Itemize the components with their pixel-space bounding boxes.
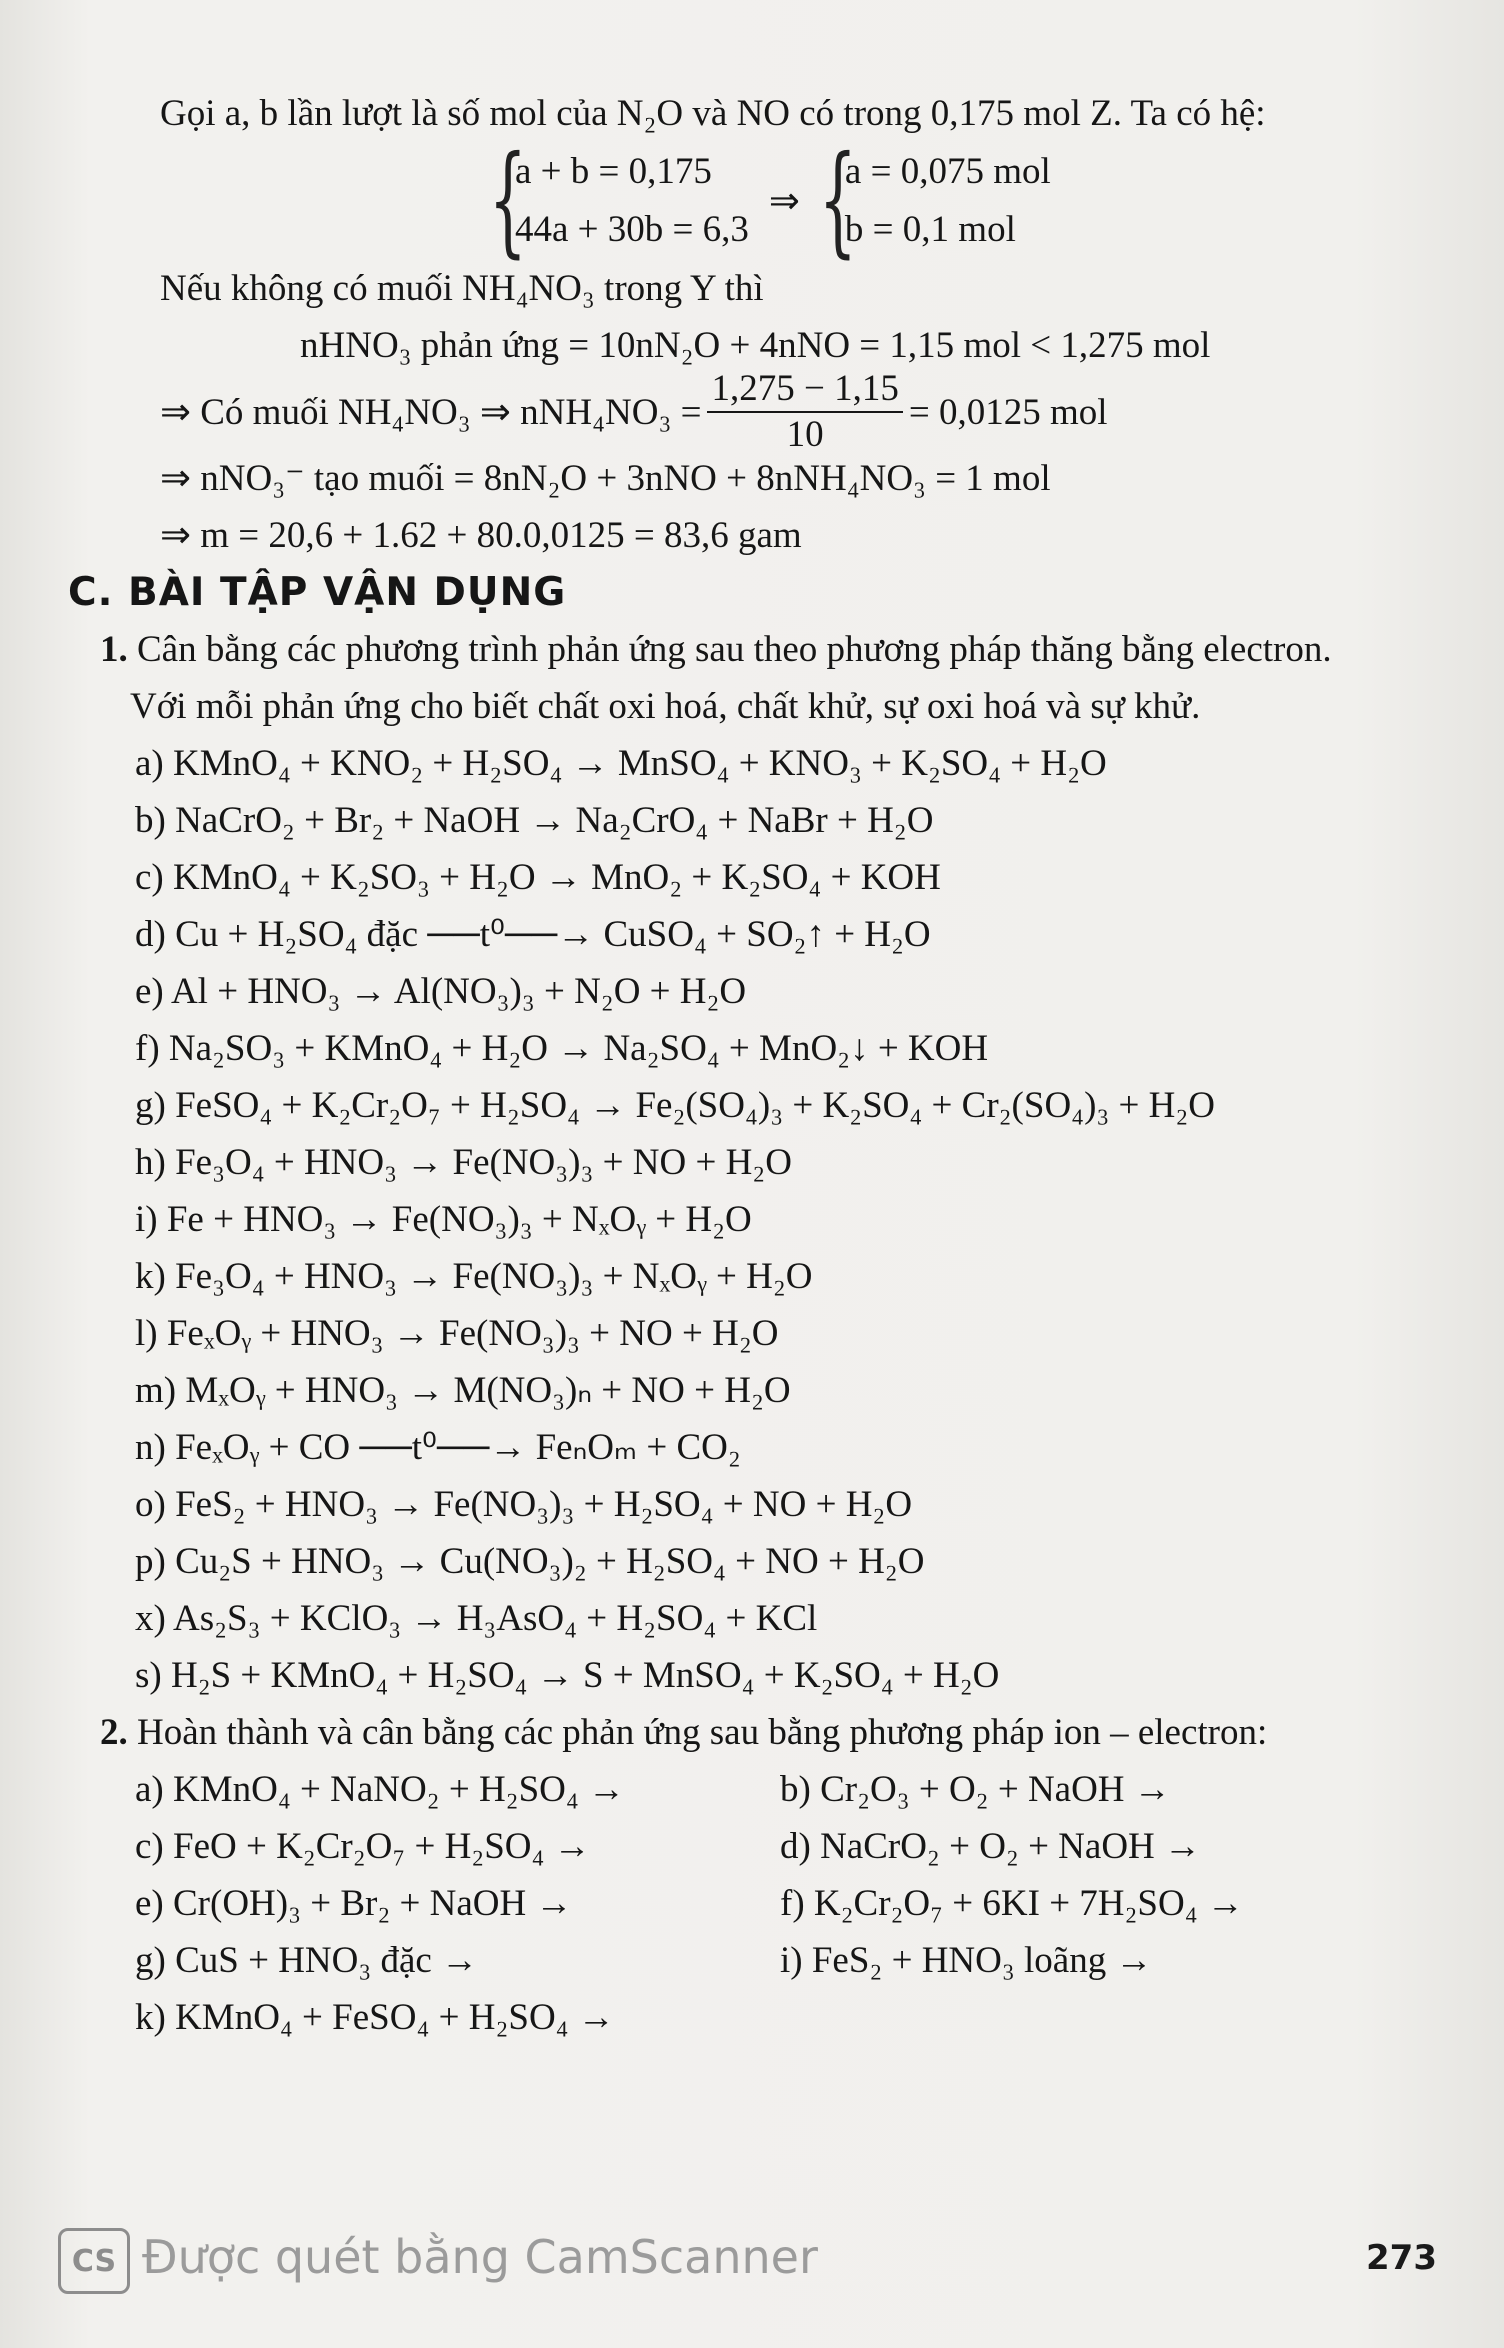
q1-text-1: Cân bằng các phương trình phản ứng sau theo phương pháp thăng bằng electron. xyxy=(137,629,1332,670)
q1-item-b: b) NaCrO₂ + Br₂ + NaOH → Na₂CrO₄ + NaBr + H₂O xyxy=(135,800,934,841)
q2-number: 2. xyxy=(100,1712,128,1753)
line-hno3: nHNO₃ phản ứng = 10nN₂O + 4nNO = 1,15 mol < 1,275 mol xyxy=(300,325,1211,366)
q2-row-2 xyxy=(100,1818,1440,1875)
camscanner-logo: CS xyxy=(58,2228,130,2294)
fraction-numerator: 1,275 − 1,15 xyxy=(707,367,902,413)
right-brace: { xyxy=(818,131,857,270)
q1-number: 1. xyxy=(100,629,128,670)
q2-item-c: c) FeO + K₂Cr₂O₇ + H₂SO₄ → xyxy=(135,1826,591,1867)
system-left-eq2: 44a + 30b = 6,3 xyxy=(515,209,749,250)
q1-item-k: k) Fe₃O₄ + HNO₃ → Fe(NO₃)₃ + NₓOᵧ + H₂O xyxy=(135,1256,813,1297)
q2-row-5 xyxy=(100,1989,1440,2046)
q1-item-s: s) H₂S + KMnO₄ + H₂SO₄ → S + MnSO₄ + K₂SO₄ + H₂O xyxy=(135,1655,1000,1696)
q2-item-k: k) KMnO₄ + FeSO₄ + H₂SO₄ → xyxy=(135,1997,615,2038)
implies-arrow: ⇒ xyxy=(768,180,800,222)
q1-item-i: i) Fe + HNO₃ → Fe(NO₃)₃ + NₓOᵧ + H₂O xyxy=(135,1199,752,1240)
left-brace: { xyxy=(488,131,527,270)
q2-item-g: g) CuS + HNO₃ đặc → xyxy=(135,1940,479,1981)
q2-item-d: d) NaCrO₂ + O₂ + NaOH → xyxy=(780,1826,1202,1867)
q1-text-2: Với mỗi phản ứng cho biết chất oxi hoá, chất khử, sự oxi hoá và sự khử. xyxy=(130,686,1201,727)
line-no3: ⇒ nNO₃⁻ tạo muối = 8nN₂O + 3nNO + 8nNH₄NO₃ = 1 mol xyxy=(160,458,1051,499)
q2-row-4 xyxy=(100,1932,1440,1989)
q2-text: Hoàn thành và cân bằng các phản ứng sau bằng phương pháp ion – electron: xyxy=(137,1712,1268,1753)
system-right-eq2: b = 0,1 mol xyxy=(844,209,1016,250)
q2-row-1 xyxy=(100,1761,1440,1818)
equation-system xyxy=(100,131,1440,270)
q1-item-o: o) FeS₂ + HNO₃ → Fe(NO₃)₃ + H₂SO₄ + NO + H₂O xyxy=(135,1484,913,1525)
section-title: C. BÀI TẬP VẬN DỤNG xyxy=(68,570,567,615)
q1-item-h: h) Fe₃O₄ + HNO₃ → Fe(NO₃)₃ + NO + H₂O xyxy=(135,1142,792,1183)
q1-item-f: f) Na₂SO₃ + KMnO₄ + H₂O → Na₂SO₄ + MnO₂↓ + KOH xyxy=(135,1028,989,1069)
line-m: ⇒ m = 20,6 + 1.62 + 80.0,0125 = 83,6 gam xyxy=(160,515,802,556)
has-salt-tail: = 0,0125 mol xyxy=(908,391,1108,433)
q1-item-p: p) Cu₂S + HNO₃ → Cu(NO₃)₂ + H₂SO₄ + NO + H₂O xyxy=(135,1541,925,1582)
system-left-eq1: a + b = 0,175 xyxy=(515,151,712,192)
q2-row-3 xyxy=(100,1875,1440,1932)
solution-intro: Gọi a, b lần lượt là số mol của N₂O và NO có trong 0,175 mol Z. Ta có hệ: xyxy=(160,93,1266,134)
page-number: 273 xyxy=(1366,2238,1437,2278)
fraction xyxy=(707,367,902,457)
fraction-denominator: 10 xyxy=(786,414,824,455)
q1-item-x: x) As₂S₃ + KClO₃ → H₃AsO₄ + H₂SO₄ + KCl xyxy=(135,1598,818,1639)
q2-item-a: a) KMnO₄ + NaNO₂ + H₂SO₄ → xyxy=(135,1769,626,1810)
q2-item-f: f) K₂Cr₂O₇ + 6KI + 7H₂SO₄ → xyxy=(780,1883,1244,1924)
q2-item-e: e) Cr(OH)₃ + Br₂ + NaOH → xyxy=(135,1883,573,1924)
system-right xyxy=(845,143,1051,259)
line-no-salt: Nếu không có muối NH₄NO₃ trong Y thì xyxy=(160,268,764,309)
q2-item-i: i) FeS₂ + HNO₃ loãng → xyxy=(780,1940,1153,1981)
q1-item-g: g) FeSO₄ + K₂Cr₂O₇ + H₂SO₄ → Fe₂(SO₄)₃ + K₂SO₄ + Cr₂(SO₄)₃ + H₂O xyxy=(135,1085,1215,1126)
q1-item-c: c) KMnO₄ + K₂SO₃ + H₂O → MnO₂ + K₂SO₄ + KOH xyxy=(135,857,941,898)
line-has-salt xyxy=(100,368,1440,455)
system-left xyxy=(515,143,749,259)
has-salt-lead: ⇒ Có muối NH₄NO₃ ⇒ nNH₄NO₃ = xyxy=(160,391,702,433)
system-right-eq1: a = 0,075 mol xyxy=(844,151,1051,192)
q1-item-n: n) FeₓOᵧ + CO ──t⁰──→ FeₙOₘ + CO₂ xyxy=(135,1427,741,1468)
q2-item-b: b) Cr₂O₃ + O₂ + NaOH → xyxy=(780,1769,1171,1810)
scanner-watermark: Được quét bằng CamScanner xyxy=(142,2230,818,2284)
q1-line1 xyxy=(100,621,1440,678)
q1-item-d: d) Cu + H₂SO₄ đặc ──t⁰──→ CuSO₄ + SO₂↑ + H₂O xyxy=(135,914,931,955)
q1-item-a: a) KMnO₄ + KNO₂ + H₂SO₄ → MnSO₄ + KNO₃ + K₂SO₄ + H₂O xyxy=(135,743,1107,784)
q1-item-e: e) Al + HNO₃ → Al(NO₃)₃ + N₂O + H₂O xyxy=(135,971,747,1012)
q1-item-m: m) MₓOᵧ + HNO₃ → M(NO₃)ₙ + NO + H₂O xyxy=(135,1370,791,1411)
page-content xyxy=(68,85,1440,2046)
q1-item-l: l) FeₓOᵧ + HNO₃ → Fe(NO₃)₃ + NO + H₂O xyxy=(135,1313,779,1354)
q2-line xyxy=(100,1704,1440,1761)
